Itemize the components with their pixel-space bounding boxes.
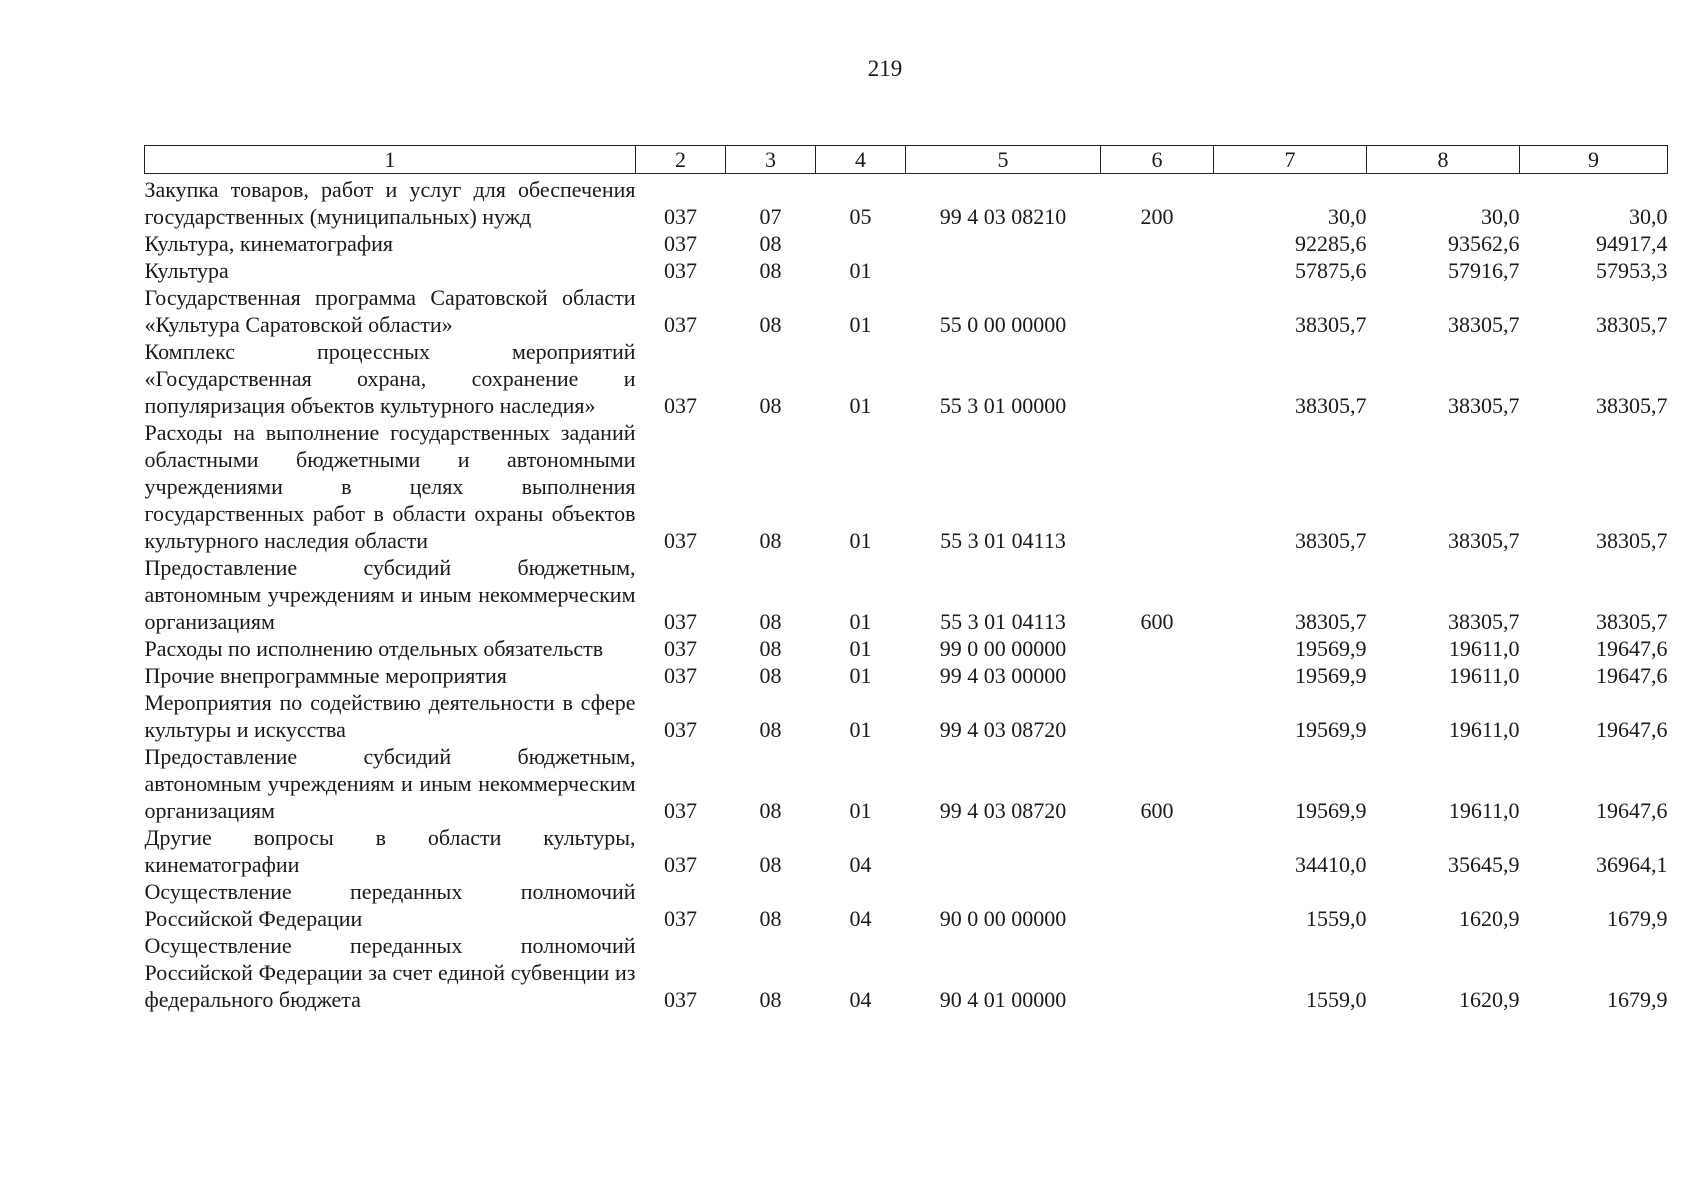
section-code: 08: [759, 852, 782, 877]
ministry-code: 037: [664, 231, 697, 256]
table-row: [145, 554, 1668, 635]
row-name: Осуществление переданных полномочий Российской Федерации за счет единой субвенции из федерального бюджета: [144, 933, 636, 1012]
ministry-code: 037: [664, 528, 697, 553]
page-number: 219: [867, 56, 903, 81]
amount-year-2: 35645,9: [1448, 852, 1520, 877]
target-article-code: 55 3 01 00000: [939, 393, 1067, 418]
amount-year-3: 1679,9: [1607, 987, 1668, 1012]
amount-year-3: 19647,6: [1596, 717, 1668, 742]
ministry-code: 037: [664, 663, 697, 688]
expense-type-code: 600: [1140, 798, 1174, 823]
amount-year-2: 38305,7: [1448, 393, 1520, 418]
expense-type-code: [1101, 689, 1214, 743]
amount-year-1: 38305,7: [1295, 528, 1367, 553]
amount-year-1: 57875,6: [1295, 258, 1367, 283]
section-code: 08: [759, 258, 782, 283]
amount-year-2: 93562,6: [1448, 231, 1520, 256]
target-article-code: 99 4 03 00000: [939, 663, 1067, 688]
subsection-code: 01: [849, 663, 872, 688]
row-name: Культура: [144, 258, 229, 283]
section-code: 07: [759, 204, 782, 229]
amount-year-2: 1620,9: [1459, 906, 1520, 931]
row-name: Расходы по исполнению отдельных обязательств: [144, 636, 604, 661]
expense-type-code: [1101, 932, 1214, 1013]
column-number-row: [145, 146, 1668, 174]
table-row: [145, 338, 1668, 419]
section-code: 08: [759, 636, 782, 661]
section-code: 08: [759, 717, 782, 742]
table-row: [145, 662, 1668, 689]
target-article-code: 99 4 03 08720: [939, 798, 1067, 823]
section-code: 08: [759, 393, 782, 418]
table-row: [145, 230, 1668, 257]
table-row: [145, 878, 1668, 932]
subsection-code: 01: [849, 258, 872, 283]
section-code: 08: [759, 663, 782, 688]
row-name: Расходы на выполнение государственных заданий областными бюджетными и автономными учреждениями в целях выполнения государственных работ в области охраны объектов культурного наследия области: [144, 420, 636, 553]
table-row: [145, 257, 1668, 284]
amount-year-3: 19647,6: [1596, 636, 1668, 661]
expense-type-code: [1101, 284, 1214, 338]
amount-year-2: 57916,7: [1448, 258, 1520, 283]
section-code: 08: [759, 231, 782, 256]
amount-year-1: 38305,7: [1295, 609, 1367, 634]
amount-year-3: 57953,3: [1596, 258, 1668, 283]
amount-year-1: 19569,9: [1295, 798, 1367, 823]
section-code: 08: [759, 906, 782, 931]
subsection-code: 01: [849, 717, 872, 742]
section-code: 08: [759, 528, 782, 553]
amount-year-3: 94917,4: [1596, 231, 1668, 256]
expense-type-code: [1101, 230, 1214, 257]
amount-year-1: 1559,0: [1306, 906, 1367, 931]
ministry-code: 037: [664, 798, 697, 823]
ministry-code: 037: [664, 258, 697, 283]
row-name: Культура, кинематография: [144, 231, 394, 256]
ministry-code: 037: [664, 609, 697, 634]
table-body: [145, 174, 1668, 1014]
ministry-code: 037: [664, 204, 697, 229]
subsection-code: 01: [849, 609, 872, 634]
table-row: [145, 284, 1668, 338]
expense-type-code: 200: [1140, 204, 1174, 229]
ministry-code: 037: [664, 717, 697, 742]
amount-year-2: 19611,0: [1448, 798, 1520, 823]
target-article-code: 90 0 00 00000: [939, 906, 1067, 931]
column-header-5: 5: [906, 146, 1101, 174]
table-row: [145, 932, 1668, 1013]
expense-type-code: [1101, 824, 1214, 878]
table-row: [145, 824, 1668, 878]
target-article-code: [906, 257, 1101, 284]
target-article-code: 55 3 01 04113: [940, 609, 1066, 634]
subsection-code: 01: [849, 798, 872, 823]
target-article-code: [906, 230, 1101, 257]
subsection-code: 05: [849, 204, 872, 229]
table-row: [145, 743, 1668, 824]
amount-year-2: 38305,7: [1448, 609, 1520, 634]
column-header-3: 3: [726, 146, 816, 174]
section-code: 08: [759, 987, 782, 1012]
expense-type-code: [1101, 662, 1214, 689]
row-name: Прочие внепрограммные мероприятия: [144, 663, 507, 688]
expense-type-code: 600: [1140, 609, 1174, 634]
amount-year-1: 1559,0: [1306, 987, 1367, 1012]
row-name: Мероприятия по содействию деятельности в сфере культуры и искусства: [144, 690, 636, 742]
row-name: Закупка товаров, работ и услуг для обеспечения государственных (муниципальных) нужд: [144, 177, 636, 229]
column-header-8: 8: [1367, 146, 1520, 174]
column-header-2: 2: [636, 146, 726, 174]
ministry-code: 037: [664, 906, 697, 931]
subsection-code: 01: [849, 312, 872, 337]
amount-year-1: 34410,0: [1295, 852, 1367, 877]
amount-year-3: 38305,7: [1596, 528, 1668, 553]
table-row: [145, 635, 1668, 662]
amount-year-3: 38305,7: [1596, 312, 1668, 337]
column-header-4: 4: [816, 146, 906, 174]
expense-type-code: [1101, 419, 1214, 554]
amount-year-1: 19569,9: [1295, 663, 1367, 688]
target-article-code: 99 4 03 08720: [939, 717, 1067, 742]
amount-year-2: 19611,0: [1448, 717, 1520, 742]
amount-year-3: 30,0: [1629, 204, 1668, 229]
amount-year-1: 38305,7: [1295, 393, 1367, 418]
ministry-code: 037: [664, 312, 697, 337]
section-code: 08: [759, 312, 782, 337]
target-article-code: 99 0 00 00000: [939, 636, 1067, 661]
amount-year-2: 1620,9: [1459, 987, 1520, 1012]
table-row: [145, 689, 1668, 743]
amount-year-2: 19611,0: [1448, 636, 1520, 661]
section-code: 08: [759, 798, 782, 823]
column-header-6: 6: [1101, 146, 1214, 174]
table-row: [145, 174, 1668, 231]
subsection-code: 04: [849, 906, 872, 931]
subsection-code: 04: [849, 987, 872, 1012]
amount-year-1: 92285,6: [1295, 231, 1367, 256]
amount-year-2: 38305,7: [1448, 528, 1520, 553]
ministry-code: 037: [664, 852, 697, 877]
ministry-code: 037: [664, 987, 697, 1012]
budget-table: [144, 145, 1668, 1013]
section-code: 08: [759, 609, 782, 634]
expense-type-code: [1101, 635, 1214, 662]
subsection-code: [816, 230, 906, 257]
row-name: Другие вопросы в области культуры, кинематографии: [144, 825, 636, 877]
subsection-code: 01: [849, 393, 872, 418]
row-name: Комплекс процессных мероприятий «Государственная охрана, сохранение и популяризация объектов культурного наследия»: [144, 339, 636, 418]
ministry-code: 037: [664, 636, 697, 661]
row-name: Осуществление переданных полномочий Российской Федерации: [144, 879, 636, 931]
amount-year-1: 19569,9: [1295, 636, 1367, 661]
target-article-code: [906, 824, 1101, 878]
column-header-1: 1: [145, 146, 636, 174]
target-article-code: 55 0 00 00000: [939, 312, 1067, 337]
amount-year-3: 19647,6: [1596, 798, 1668, 823]
table-row: [145, 419, 1668, 554]
row-name: Предоставление субсидий бюджетным, автономным учреждениям и иным некоммерческим организациям: [144, 744, 636, 823]
amount-year-3: 19647,6: [1596, 663, 1668, 688]
target-article-code: 99 4 03 08210: [939, 204, 1067, 229]
subsection-code: 04: [849, 852, 872, 877]
amount-year-2: 30,0: [1481, 204, 1520, 229]
target-article-code: 55 3 01 04113: [940, 528, 1066, 553]
subsection-code: 01: [849, 528, 872, 553]
amount-year-3: 38305,7: [1596, 609, 1668, 634]
column-header-9: 9: [1520, 146, 1668, 174]
amount-year-3: 38305,7: [1596, 393, 1668, 418]
column-header-7: 7: [1214, 146, 1367, 174]
amount-year-2: 38305,7: [1448, 312, 1520, 337]
expense-type-code: [1101, 338, 1214, 419]
amount-year-3: 1679,9: [1607, 906, 1668, 931]
expense-type-code: [1101, 257, 1214, 284]
amount-year-1: 19569,9: [1295, 717, 1367, 742]
target-article-code: 90 4 01 00000: [939, 987, 1067, 1012]
amount-year-1: 30,0: [1328, 204, 1367, 229]
amount-year-2: 19611,0: [1448, 663, 1520, 688]
row-name: Предоставление субсидий бюджетным, автономным учреждениям и иным некоммерческим организациям: [144, 555, 636, 634]
expense-type-code: [1101, 878, 1214, 932]
amount-year-3: 36964,1: [1596, 852, 1668, 877]
subsection-code: 01: [849, 636, 872, 661]
ministry-code: 037: [664, 393, 697, 418]
row-name: Государственная программа Саратовской области «Культура Саратовской области»: [144, 285, 636, 337]
amount-year-1: 38305,7: [1295, 312, 1367, 337]
